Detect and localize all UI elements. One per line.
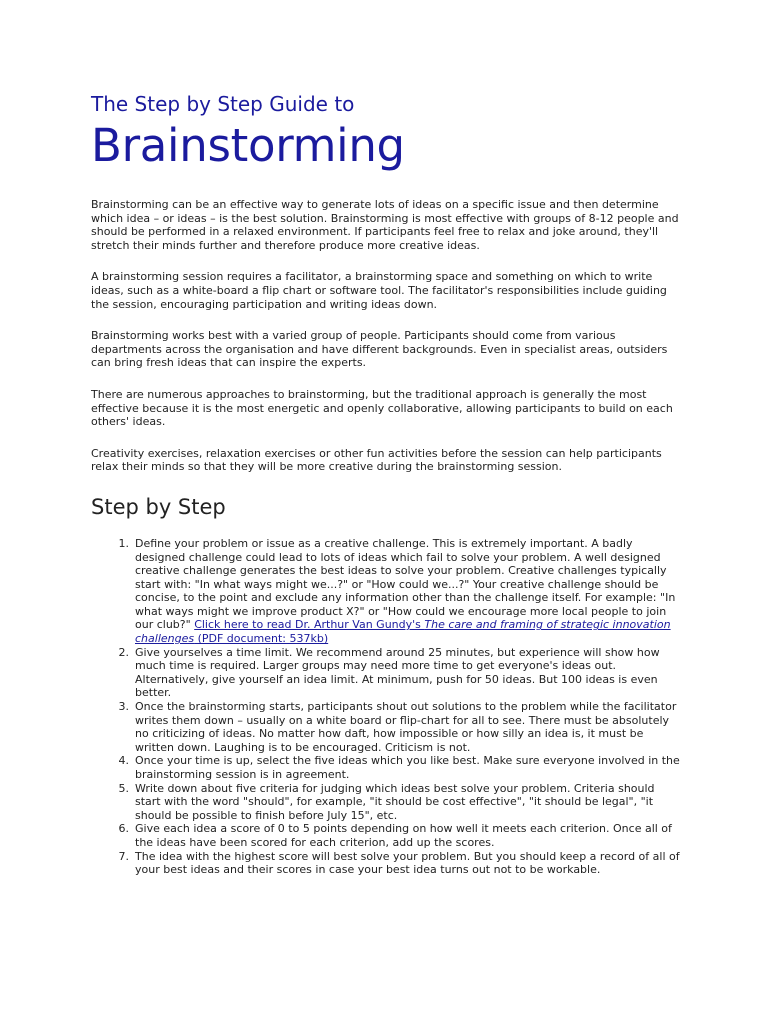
list-item	[91, 537, 681, 646]
intro-paragraph: Creativity exercises, relaxation exercises or other fun activities before the session can help participants relax their minds so that they will be more creative during the brainstorming session.	[91, 446, 662, 474]
step-number: 2.	[118, 645, 129, 659]
step-text: Once the brainstorming starts, participants shout out solutions to the problem while the facilitator writes them down – usually on a white board or flip-chart for all to see. There must be absolutely no criticizing of ideas. No matter how daft, how impossible or how silly an idea is, it must be written down. Laughing is to be encouraged. Criticism is not.	[135, 700, 677, 754]
step-text: Write down about five criteria for judging which ideas best solve your problem. Criteria should start with the word "should", for example, "it should be cost effective", "it should be legal", "it should be possible to finish before July 15", etc.	[135, 781, 655, 822]
list-item	[91, 646, 681, 700]
intro-paragraph: Brainstorming can be an effective way to generate lots of ideas on a specific issue and then determine which idea – or ideas – is the best solution. Brainstorming is most effective with groups of 8-12 people and should be performed in a relaxed environment. If participants feel free to relax and joke around, they'll stretch their minds further and therefore produce more creative ideas.	[91, 198, 679, 252]
step-text: Give each idea a score of 0 to 5 points depending on how well it meets each criterion. Once all of the ideas have been scored for each criterion, add up the scores.	[135, 822, 672, 849]
list-item	[91, 850, 681, 877]
step-text: Give yourselves a time limit. We recommend around 25 minutes, but experience will show how much time is required. Larger groups may need more time to get everyone's ideas out. Alternatively, give yourself an idea limit. At minimum, push for 50 ideas. But 100 ideas is even better.	[135, 645, 660, 700]
read-challenges-link[interactable]	[135, 618, 671, 645]
list-item	[91, 700, 681, 754]
list-item	[91, 782, 681, 823]
step-number: 7.	[118, 849, 129, 863]
step-text: Once your time is up, select the five ideas which you like best. Make sure everyone involved in the brainstorming session is in agreement.	[135, 754, 680, 781]
page-subtitle: The Step by Step Guide to	[91, 92, 355, 116]
page-title: Brainstorming	[91, 119, 405, 172]
link-suffix: (PDF document: 537kb)	[194, 632, 329, 646]
step-text: Define your problem or issue as a creative challenge. This is extremely important. A badly designed challenge could lead to lots of ideas which fail to solve your problem. A well designed creative challenge generates the best ideas to solve your problem. Creative challenges typically start with: "In what ways might we...?" or "How could we...?" Your creative challenge should be concise, to the point and exclude any information other than the challenge itself. For example: "In what ways might we improve product X?" or "How could we encourage more local people to join our club?"	[135, 536, 676, 632]
step-number: 4.	[118, 754, 129, 768]
list-item	[91, 754, 681, 781]
step-number: 1.	[118, 536, 129, 550]
document-page	[91, 92, 681, 877]
step-number: 5.	[118, 781, 129, 795]
link-document-title: The care and framing of strategic innovation challenges	[135, 618, 671, 646]
intro-paragraph: Brainstorming works best with a varied group of people. Participants should come from various departments across the organisation and have different backgrounds. Even in specialist areas, outsiders can bring fresh ideas that can inspire the experts.	[91, 329, 668, 370]
steps-list	[91, 537, 681, 877]
section-heading: Step by Step	[91, 494, 226, 519]
link-text: Click here to read Dr. Arthur Van Gundy's	[194, 618, 425, 632]
intro-paragraph: There are numerous approaches to brainstorming, but the traditional approach is generally the most effective because it is the most energetic and openly collaborative, allowing participants to build on each others' ideas.	[91, 387, 673, 429]
list-item	[91, 822, 681, 849]
step-number: 3.	[118, 700, 129, 714]
step-number: 6.	[118, 822, 129, 836]
intro-paragraph: A brainstorming session requires a facilitator, a brainstorming space and something on which to write ideas, such as a white-board a flip chart or software tool. The facilitator's responsibilities include guiding the session, encouraging participation and writing ideas down.	[91, 270, 667, 311]
step-text: The idea with the highest score will best solve your problem. But you should keep a record of all of your best ideas and their scores in case your best idea turns out not to be workable.	[135, 849, 680, 877]
